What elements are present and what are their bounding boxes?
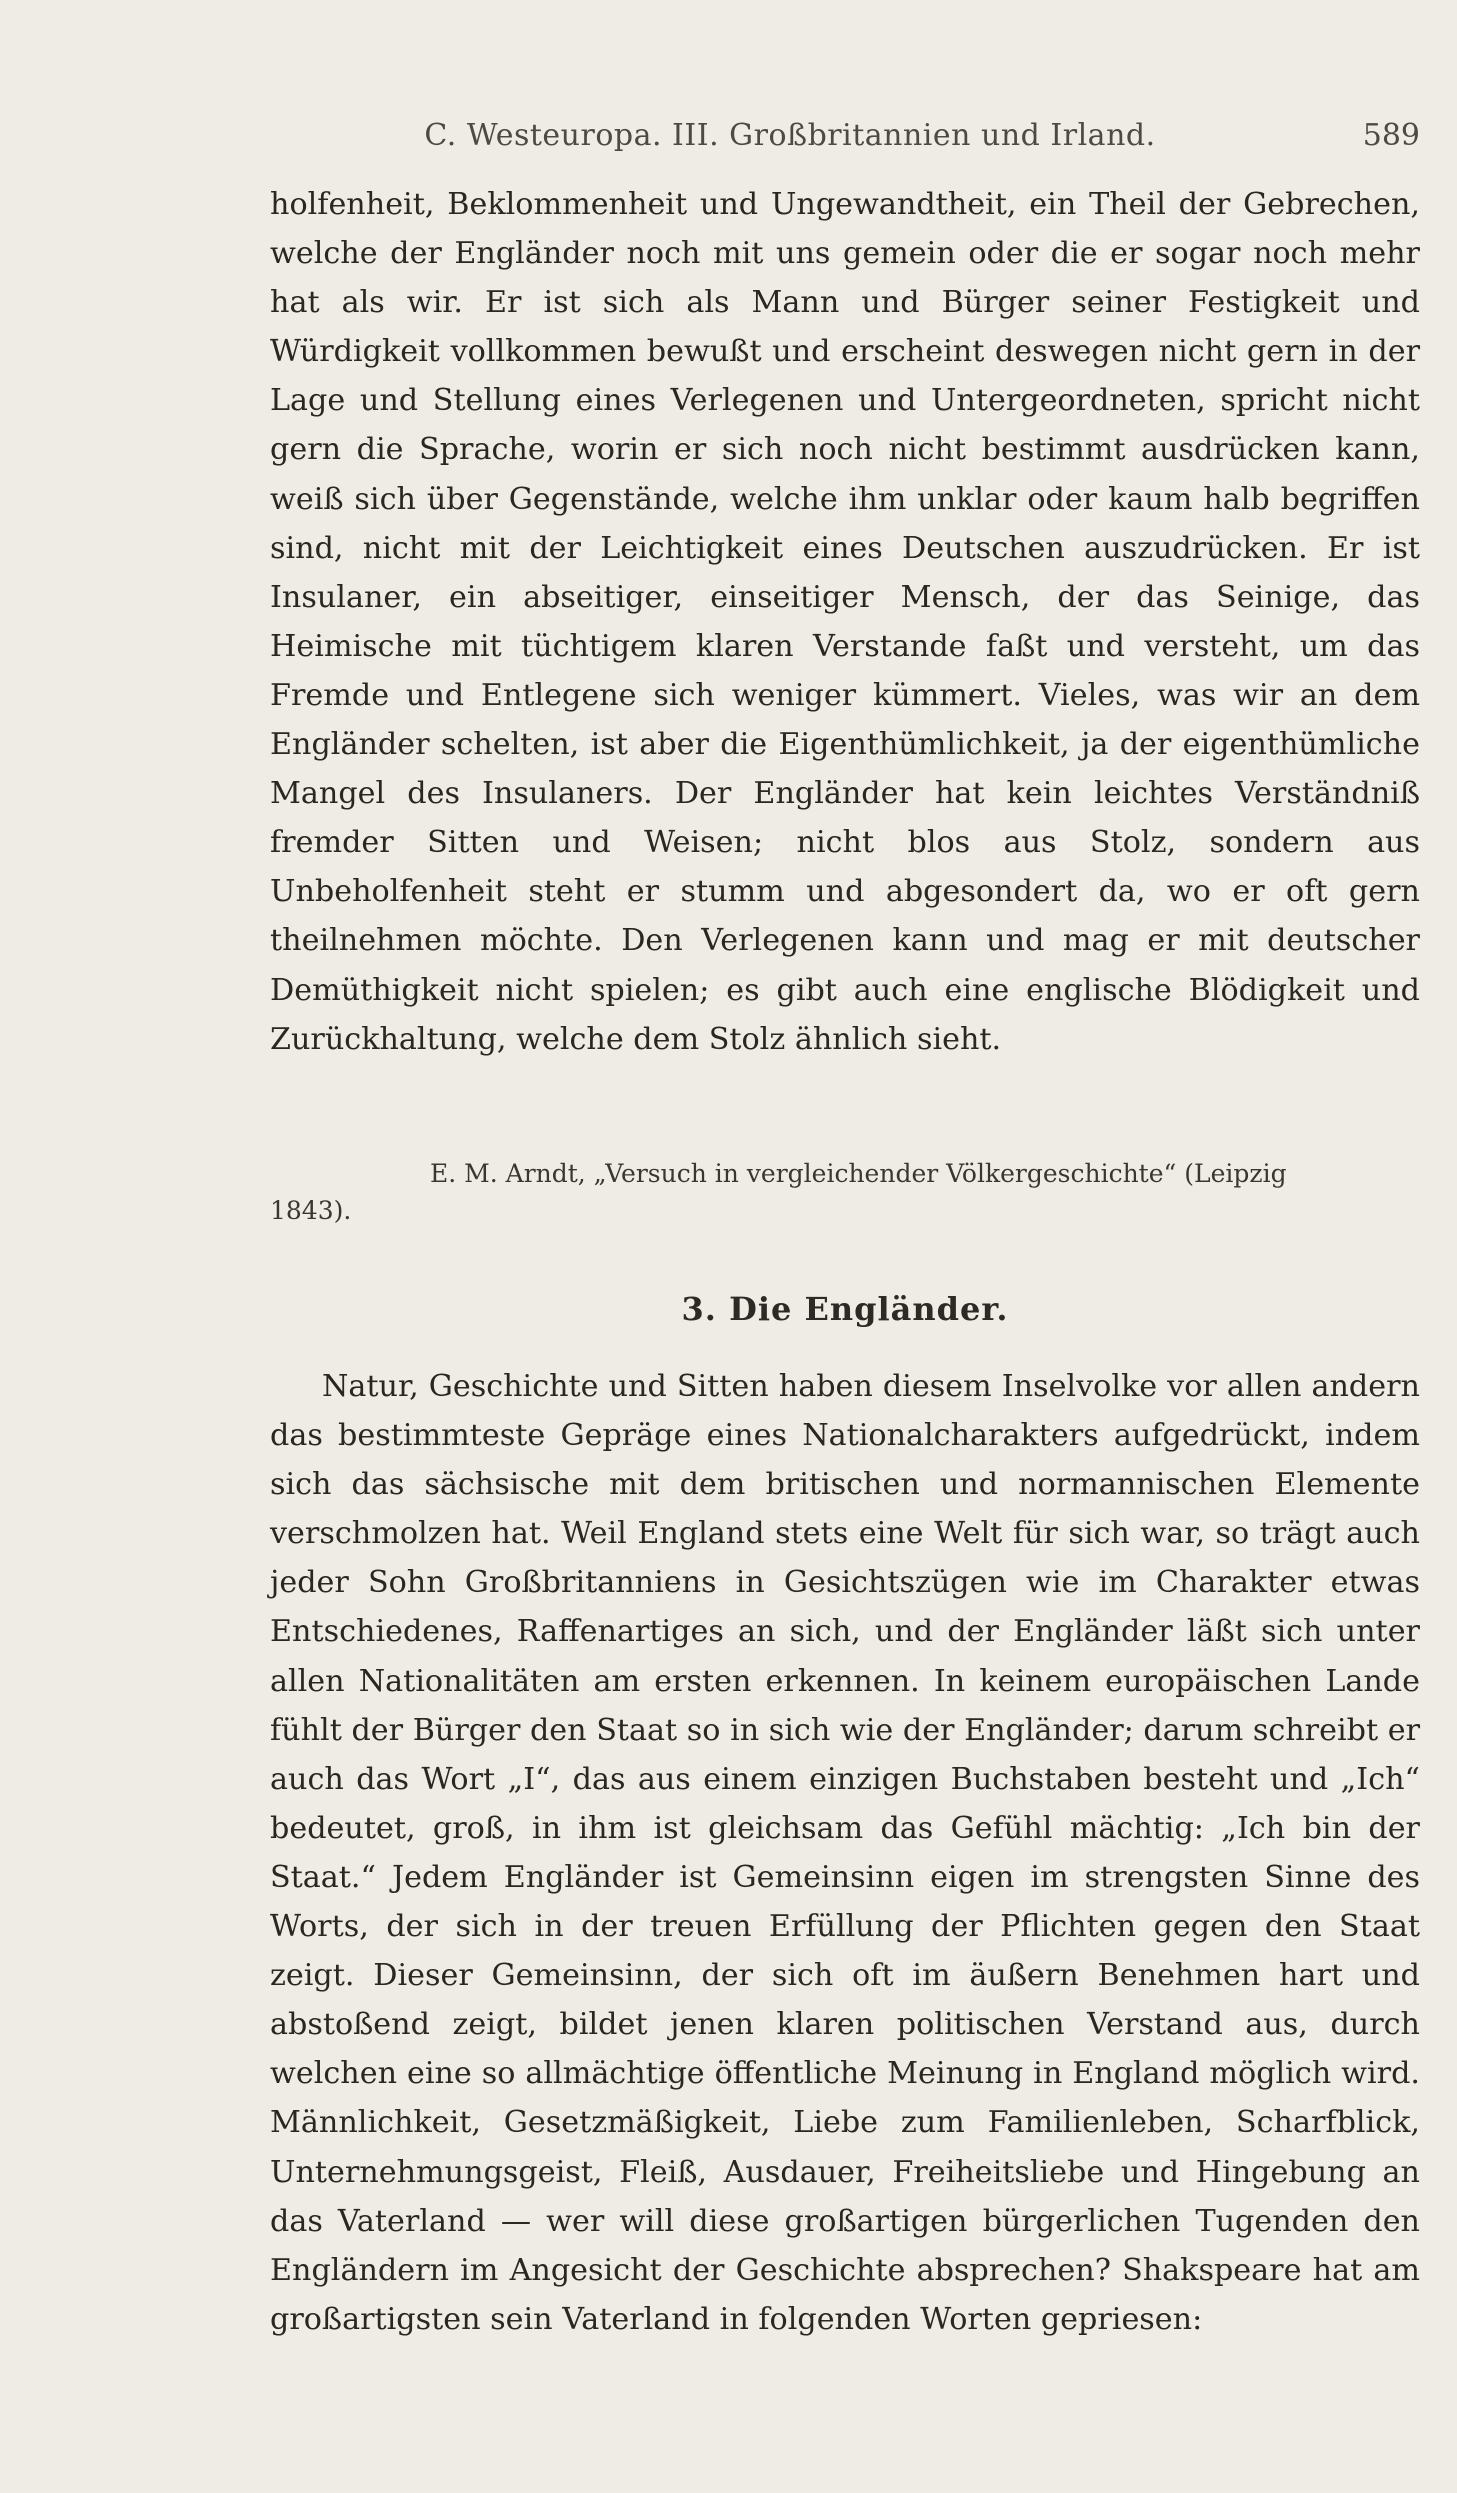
citation-year: 1843).	[270, 1196, 352, 1225]
paragraph-1-text: holfenheit, Beklommenheit und Ungewandtheit, ein Theil der Gebrechen, welche der Engländer noch mit uns gemein oder die er sogar noch mehr hat als wir. Er ist sich als Mann und Bürger seiner Festigkeit und Würdigkeit vollkommen bewußt und erscheint deswegen nicht gern in der Lage und Stellung eines Verlegenen und Untergeordneten, spricht nicht gern die Sprache, worin er sich noch nicht bestimmt ausdrücken kann, weiß sich über Gegenstände, welche ihm unklar oder kaum halb begriffen sind, nicht mit der Leichtigkeit eines Deutschen auszudrücken. Er ist Insulaner, ein abseitiger, einseitiger Mensch, der das Seinige, das Heimische mit tüchtigem klaren Verstande faßt und versteht, um das Fremde und Entlegene sich weniger kümmert. Vieles, was wir an dem Engländer schelten, ist aber die Eigenthümlichkeit, ja der eigenthümliche Mangel des Insulaners. Der Engländer hat kein leichtes Verständniß fremder Sitten und Weisen; nicht blos aus Stolz, sondern aus Unbeholfenheit steht er stumm und abgesondert da, wo er oft gern theilnehmen möchte. Den Verlegenen kann und mag er mit deutscher Demüthigkeit nicht spielen; es gibt auch eine englische Blödigkeit und Zurückhaltung, welche dem Stolz ähnlich sieht.	[270, 187, 1420, 1057]
running-title: C. Westeuropa. III. Großbritannien und Irland.	[424, 118, 1156, 153]
page-number: 589	[1362, 118, 1420, 153]
page-header	[270, 118, 1420, 162]
paragraph-2-text: Natur, Geschichte und Sitten haben diesem Inselvolke vor allen andern das bestimmteste Gepräge eines Nationalcharakters aufgedrückt, indem sich das sächsische mit dem britischen und normannischen Elemente verschmolzen hat. Weil England stets eine Welt für sich war, so trägt auch jeder Sohn Großbritanniens in Gesichtszügen wie im Charakter etwas Entschiedenes, Raffenartiges an sich, und der Engländer läßt sich unter allen Nationalitäten am ersten erkennen. In keinem europäischen Lande fühlt der Bürger den Staat so in sich wie der Engländer; darum schreibt er auch das Wort „I“, das aus einem einzigen Buchstaben besteht und „Ich“ bedeutet, groß, in ihm ist gleichsam das Gefühl mächtig: „Ich bin der Staat.“ Jedem Engländer ist Gemeinsinn eigen im strengsten Sinne des Worts, der sich in der treuen Erfüllung der Pflichten gegen den Staat zeigt. Dieser Gemeinsinn, der sich oft im äußern Benehmen hart und abstoßend zeigt, bildet jenen klaren politischen Verstand aus, durch welchen eine so allmächtige öffentliche Meinung in England möglich wird. Männlichkeit, Gesetzmäßigkeit, Liebe zum Familienleben, Scharfblick, Unternehmungsgeist, Fleiß, Ausdauer, Freiheitsliebe und Hingebung an das Vaterland — wer will diese großartigen bürgerlichen Tugenden den Engländern im Angesicht der Geschichte absprechen? Shakspeare hat am großartigsten sein Vaterland in folgenden Worten gepriesen:	[270, 1369, 1420, 2337]
section-heading: 3. Die Engländer.	[681, 1290, 1009, 1328]
citation	[270, 1155, 1420, 1229]
section-body	[270, 1362, 1420, 2344]
paragraph-continuation	[270, 180, 1420, 1064]
citation-source: E. M. Arndt, „Versuch in vergleichender Völkergeschichte“ (Leipzig	[430, 1159, 1287, 1188]
